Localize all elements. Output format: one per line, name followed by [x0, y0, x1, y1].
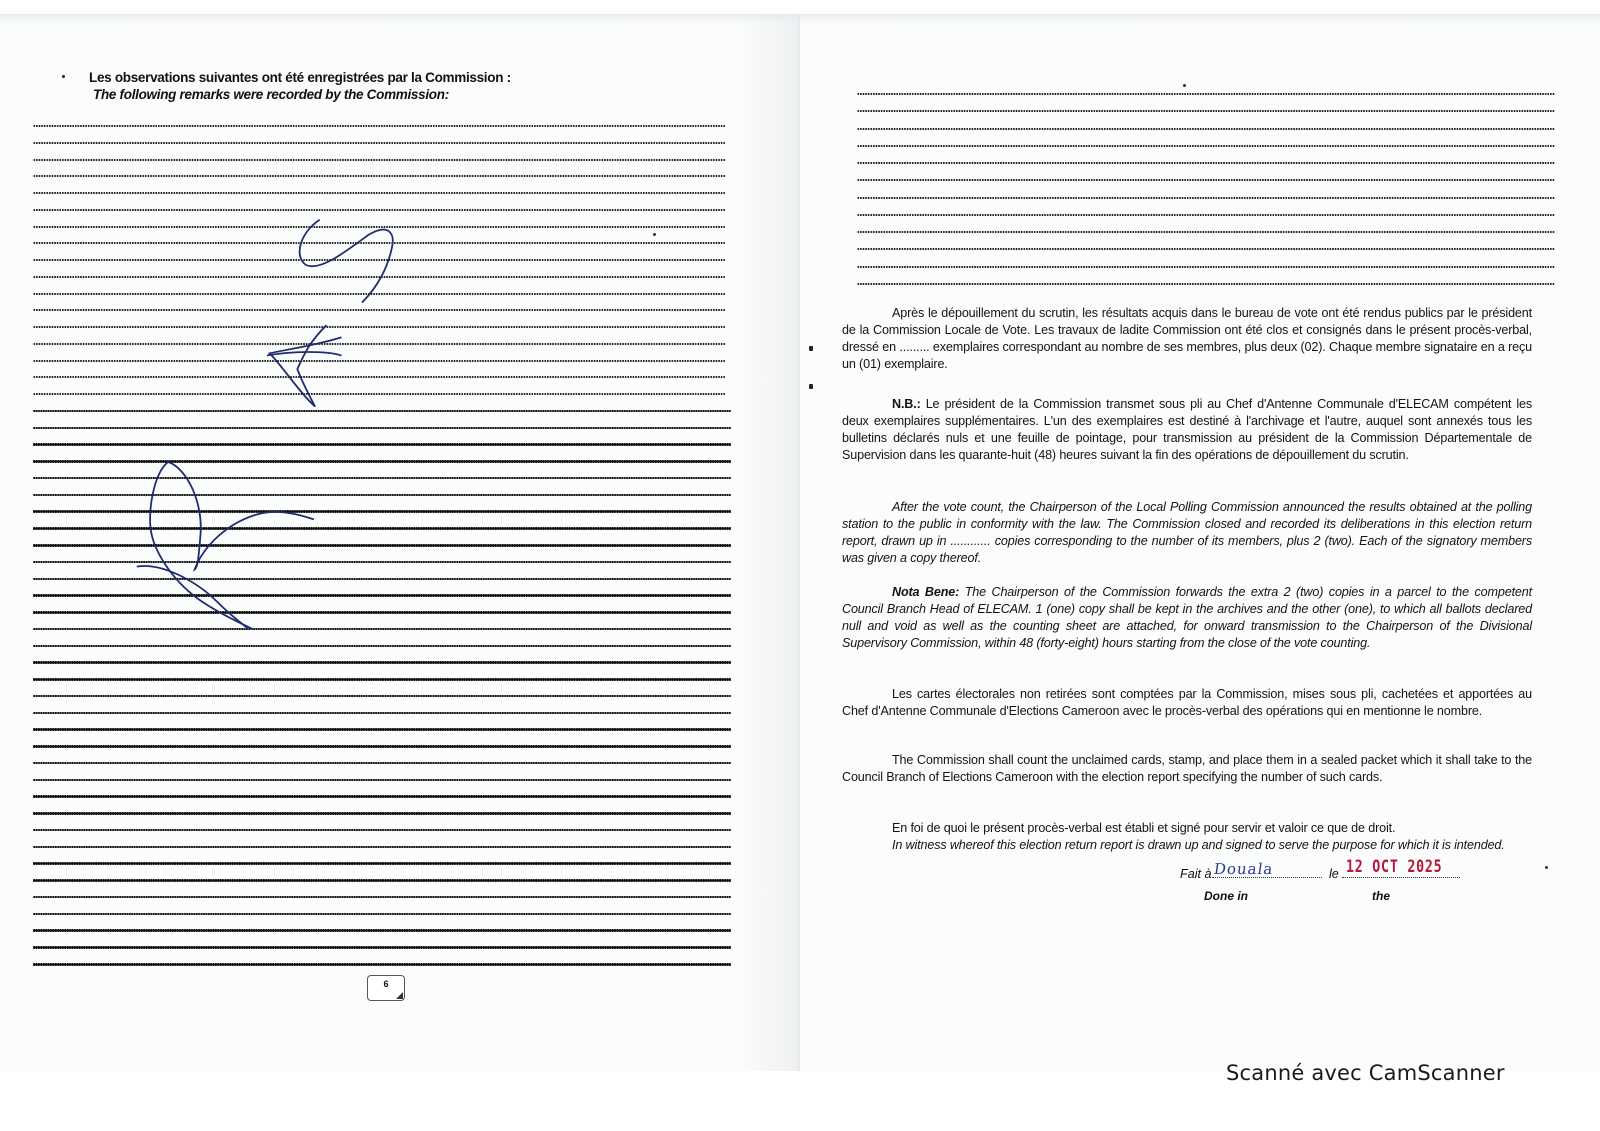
remark-line[interactable]: [857, 93, 1555, 95]
remark-line[interactable]: [33, 779, 731, 782]
nb-text-fr: Le président de la Commission transmet sous pli au Chef d'Antenne Communale d'ELECAM compétent les deux exemplaires supplémentaires. L'un des exemplaires est destiné à l'archivage et l'autre, auquel sont annexés tous les bulletins déclarés nuls et une feuille de pointage, pour transmission au président de la Commission Départementale de Supervision dans les quarante-huit (48) heures suivant la fin des opérations de dépouillement du scrutin.: [842, 397, 1532, 463]
date-field[interactable]: [1342, 857, 1460, 878]
remark-line[interactable]: [33, 628, 731, 631]
fait-a-label: Fait à: [1180, 867, 1212, 881]
remark-line[interactable]: [33, 259, 725, 261]
remark-line[interactable]: [33, 309, 725, 311]
remark-line[interactable]: [857, 145, 1555, 147]
remark-line[interactable]: [33, 326, 725, 328]
remark-line[interactable]: [33, 846, 731, 849]
remark-line[interactable]: [33, 477, 731, 480]
remark-line[interactable]: [33, 175, 725, 177]
scan-speck: [1183, 84, 1186, 87]
paragraph-nb-en: [842, 584, 1532, 652]
remark-line[interactable]: [33, 443, 731, 446]
place-field[interactable]: [1212, 860, 1322, 878]
remark-line[interactable]: [33, 762, 731, 765]
remark-line[interactable]: [857, 283, 1555, 285]
remark-line[interactable]: [33, 376, 725, 378]
remark-line[interactable]: [857, 214, 1555, 216]
paragraph-witness-en: In witness whereof this election return report is drawn up and signed to serve the purpose for which it is intended.: [892, 838, 1505, 852]
remark-line[interactable]: [33, 527, 731, 530]
remark-line[interactable]: [33, 410, 731, 413]
remark-line[interactable]: [33, 226, 725, 228]
nb-text-en: The Chairperson of the Commission forwards the extra 2 (two) copies in a parcel to the competent Council Branch Head of ELECAM. 1 (one) copy shall be kept in the archives and the other (one), to which all ballots declared null and void as well as the counting sheet are attached, for onward transmission to the Chairperson of the Divisional Supervisory Commission, within 48 (forty-eight) hours starting from the close of the vote counting.: [842, 585, 1532, 651]
remark-line[interactable]: [33, 159, 725, 161]
place-value: Douala: [1212, 860, 1275, 878]
remark-line[interactable]: [33, 661, 731, 664]
remark-line[interactable]: [33, 460, 731, 463]
remark-line[interactable]: [33, 913, 731, 916]
signoff-row: [1180, 857, 1460, 881]
page-curl-icon: [396, 992, 403, 999]
remark-line[interactable]: [33, 829, 731, 832]
remark-line[interactable]: [33, 795, 731, 798]
remark-line[interactable]: [33, 276, 725, 278]
remark-line[interactable]: [33, 544, 731, 547]
remarks-header-fr: Les observations suivantes ont été enregistrées par la Commission :: [89, 70, 511, 85]
remark-line[interactable]: [33, 209, 725, 211]
remark-line[interactable]: [857, 197, 1555, 199]
remark-line[interactable]: [33, 242, 725, 244]
paragraph-results-fr: Après le dépouillement du scrutin, les résultats acquis dans le bureau de vote ont été rendus publics par le président de la Commission Locale de Vote. Les travaux de ladite Commission ont été clos et consignés dans le présent procès-verbal, dressé en ......... exemplaires correspondant au nombre de ses membres, plus deux (02). Chaque membre signataire en a reçu un (01) exemplaire.: [842, 306, 1532, 372]
remark-line[interactable]: [33, 812, 731, 815]
remark-line[interactable]: [33, 594, 731, 597]
remark-line[interactable]: [33, 125, 725, 127]
remark-line[interactable]: [33, 862, 731, 865]
the-label: the: [1372, 889, 1390, 903]
remark-line[interactable]: [33, 561, 731, 564]
remark-line[interactable]: [33, 393, 725, 395]
remark-line[interactable]: [33, 142, 725, 144]
remark-line[interactable]: [33, 360, 725, 362]
remark-line[interactable]: [33, 745, 731, 748]
remark-line[interactable]: [33, 963, 731, 966]
remark-line[interactable]: [857, 231, 1555, 233]
remark-line[interactable]: [33, 695, 731, 698]
remarks-header-en: The following remarks were recorded by the Commission:: [93, 87, 449, 102]
le-label: le: [1329, 867, 1339, 881]
remark-line[interactable]: [33, 427, 731, 430]
scan-speck: [653, 233, 656, 236]
remark-line[interactable]: [33, 896, 731, 899]
bullet-icon: [62, 75, 65, 78]
remark-line[interactable]: [33, 510, 731, 513]
nb-label-en: Nota Bene:: [892, 585, 960, 599]
remark-line[interactable]: [33, 712, 731, 715]
paragraph-cards-en: The Commission shall count the unclaimed cards, stamp, and place them in a sealed packet which it shall take to the Council Branch of Elections Cameroon with the election report specifying the number of such cards.: [842, 753, 1532, 785]
remark-line[interactable]: [33, 611, 731, 614]
remark-line[interactable]: [33, 494, 731, 497]
remark-line[interactable]: [33, 678, 731, 681]
remark-line[interactable]: [33, 879, 731, 882]
remark-line[interactable]: [33, 343, 725, 345]
camscanner-watermark: Scanné avec CamScanner: [1226, 1061, 1505, 1085]
date-stamp: 12 OCT 2025: [1346, 857, 1443, 877]
paragraph-results-en: After the vote count, the Chairperson of the Local Polling Commission announced the results obtained at the polling station to the public in conformity with the law. The Commission closed and recorded its deliberations in this election return report, drawn up in ............ copies corresponding to the number of its members, plus 2 (two). Each of the signatory members was given a copy thereof.: [842, 500, 1532, 566]
remark-line[interactable]: [33, 293, 725, 295]
remark-line[interactable]: [33, 929, 731, 932]
paragraph-nb-fr: [842, 396, 1532, 464]
paragraph-witness-fr: En foi de quoi le présent procès-verbal est établi et signé pour servir et valoir ce que de droit.: [892, 821, 1396, 835]
remark-line[interactable]: [33, 578, 731, 581]
page-number: 6: [383, 979, 389, 989]
remark-line[interactable]: [33, 645, 731, 648]
remark-line[interactable]: [33, 728, 731, 731]
remark-line[interactable]: [33, 192, 725, 194]
done-in-label: Done in: [1204, 889, 1248, 903]
remark-line[interactable]: [857, 179, 1555, 181]
page-number-box: [367, 975, 405, 1001]
remark-line[interactable]: [857, 266, 1555, 268]
remark-line[interactable]: [857, 162, 1555, 164]
remark-line[interactable]: [33, 946, 731, 949]
remark-line[interactable]: [857, 128, 1555, 130]
scan-speck: [1545, 866, 1548, 869]
remark-line[interactable]: [857, 248, 1555, 250]
nb-label-fr: N.B.:: [892, 397, 921, 411]
remark-line[interactable]: [857, 110, 1555, 112]
paragraph-cards-fr: Les cartes électorales non retirées sont comptées par la Commission, mises sous pli, cachetées et apportées au Chef d'Antenne Communale d'Elections Cameroon avec le procès-verbal des opérations qui en mentionne le nombre.: [842, 687, 1532, 719]
